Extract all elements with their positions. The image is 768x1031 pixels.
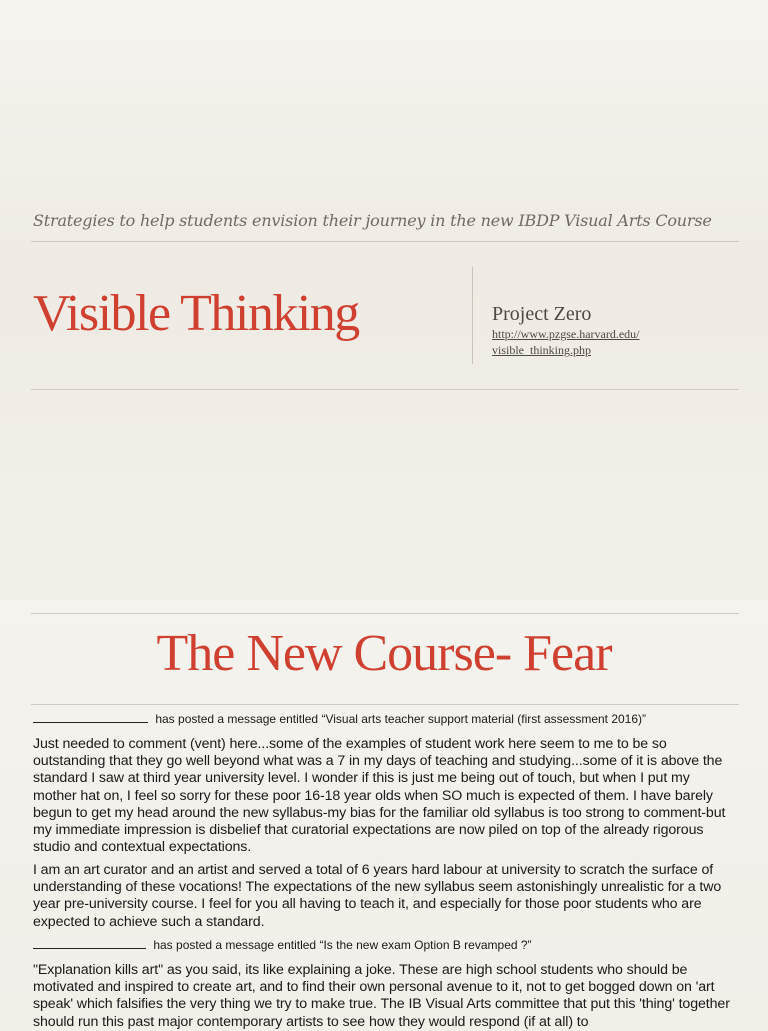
project-zero-link-line1[interactable]: http://www.pzgse.harvard.edu/ (492, 327, 640, 341)
bottom-divider (31, 389, 739, 390)
message-header-2: has posted a message entitled “Is the new exam Option B revamped ?” (33, 938, 733, 952)
project-zero-heading: Project Zero (492, 303, 592, 325)
redacted-author (33, 712, 148, 723)
slide2-title-divider (31, 704, 739, 705)
top-divider (31, 241, 739, 242)
project-zero-link-line2[interactable]: visible_thinking.php (492, 343, 591, 357)
slide2-top-divider (31, 613, 739, 614)
slide-title: Visible Thinking (33, 285, 359, 342)
paragraph-1: Just needed to comment (vent) here...some of the examples of student work here seem to me to be so outstanding that they go well beyond what was a 7 in my days of teaching and studying...some of it is above the standard I saw at third year university level. I wonder if this is just me being out of touch, but when I put my mother hat on, I feel so sorry for these poor 16-18 year olds when SO much is expected of them. I have barely begun to get my head around the new syllabus-my bias for the familiar old syllabus is too strong to comment-but my immediate impression is disbelief that curatorial expectations are now piled on top of the already rigorous studio and contextual expectations. (33, 736, 726, 856)
message-header-1: has posted a message entitled “Visual arts teacher support material (first assessment 2016)” (33, 712, 733, 726)
paragraph-2: I am an art curator and an artist and served a total of 6 years hard labour at university to scratch the surface of understanding of these vocations! The expectations of the new syllabus seem astonishingly unrealistic for a two year pre-university course. I feel for you all having to teach it, and especially for those poor students who are expected to achieve such a standard. (33, 862, 722, 930)
paragraph-3: "Explanation kills art" as you said, its like explaining a joke. These are high school students who should be motivated and inspired to create art, and to find their own personal avenue to it, not to get bogged down on 'art speak' which falsifies the very thing we try to make true. The IB Visual Arts committee that put this 'thing' together should run this past major contemporary artists to see how they would respond (if at all) to (33, 962, 730, 1030)
slide-subtitle: Strategies to help students envision their journey in the new IBDP Visual Arts Course (33, 211, 712, 230)
slide2-title: The New Course- Fear (156, 625, 612, 682)
vertical-divider (472, 267, 473, 364)
redacted-author (33, 938, 146, 949)
